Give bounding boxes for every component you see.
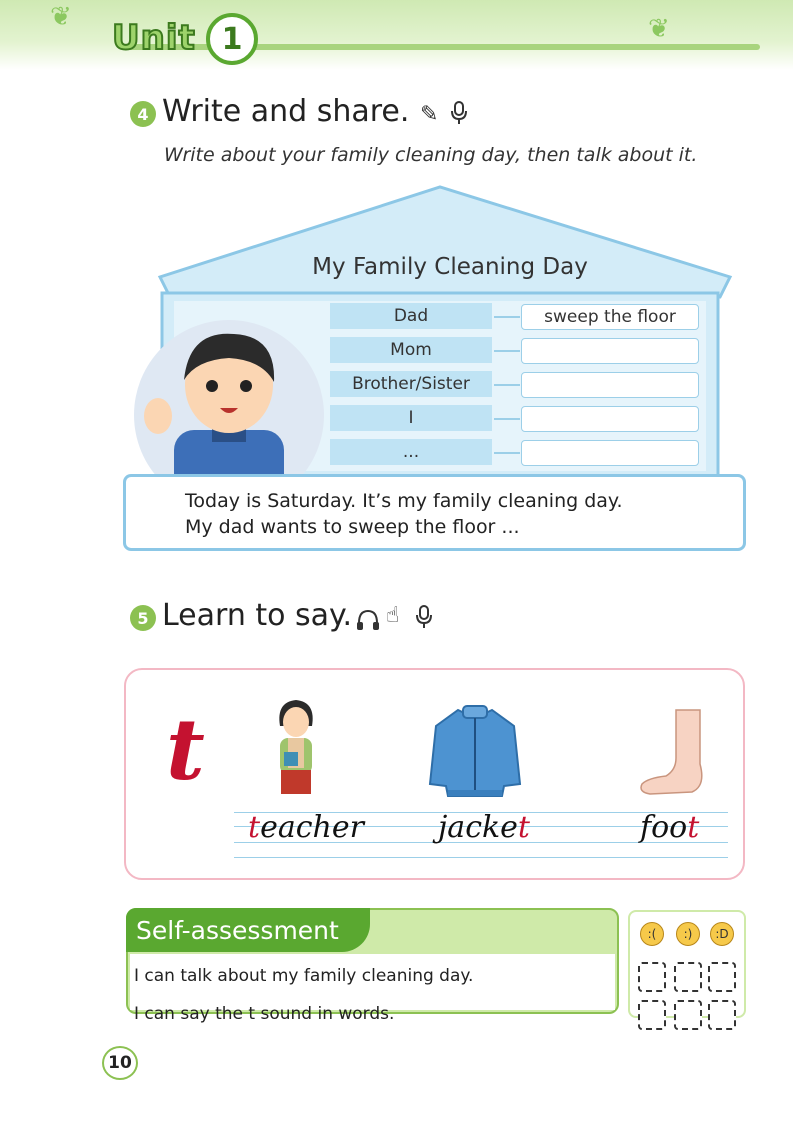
unit-number: 1 bbox=[206, 13, 258, 65]
family-member-label: Dad bbox=[330, 303, 492, 329]
headphones-icon bbox=[355, 607, 381, 637]
pencil-icon: ✎ bbox=[420, 102, 439, 127]
rating-checkbox[interactable] bbox=[708, 1000, 736, 1030]
paragraph-line: My dad wants to sweep the floor ... bbox=[185, 516, 520, 538]
chore-field[interactable] bbox=[521, 440, 699, 466]
microphone-icon bbox=[414, 604, 434, 634]
chain-link bbox=[494, 350, 520, 352]
rating-checkbox[interactable] bbox=[638, 1000, 666, 1030]
phonics-word-teacher: teacher bbox=[248, 810, 364, 845]
chain-link bbox=[494, 452, 520, 454]
chain-link bbox=[494, 418, 520, 420]
grinning-face-icon: :D bbox=[710, 922, 734, 946]
house-title: My Family Cleaning Day bbox=[312, 254, 588, 280]
self-assessment-item: I can talk about my family cleaning day. bbox=[134, 966, 474, 986]
chore-field[interactable]: sweep the floor bbox=[521, 304, 699, 330]
butterfly-icon: ❦ bbox=[648, 14, 670, 44]
worried-face-icon: :( bbox=[640, 922, 664, 946]
family-member-label: Mom bbox=[330, 337, 492, 363]
chain-link bbox=[494, 316, 520, 318]
chain-link bbox=[494, 384, 520, 386]
section-title: Learn to say. bbox=[162, 598, 353, 633]
teacher-icon bbox=[268, 696, 324, 804]
writing-box[interactable] bbox=[123, 474, 746, 551]
rating-checkbox[interactable] bbox=[638, 962, 666, 992]
unit-label: Unit bbox=[112, 18, 196, 58]
writing-rule bbox=[234, 857, 728, 858]
phonics-word-foot: foot bbox=[640, 810, 700, 845]
chore-field[interactable] bbox=[521, 338, 699, 364]
page-number: 10 bbox=[102, 1046, 138, 1080]
phonics-word-jacket: jacket bbox=[438, 810, 530, 845]
smiling-face-icon: :) bbox=[676, 922, 700, 946]
section-number: 4 bbox=[130, 101, 156, 127]
family-member-label: Brother/Sister bbox=[330, 371, 492, 397]
butterfly-icon: ❦ bbox=[50, 2, 72, 32]
self-assessment-title: Self-assessment bbox=[126, 908, 370, 952]
jacket-icon bbox=[428, 704, 522, 804]
target-letter: t bbox=[166, 700, 205, 799]
microphone-icon bbox=[449, 100, 469, 130]
paragraph-line: Today is Saturday. It’s my family cleaning day. bbox=[185, 490, 623, 512]
section-title: Write and share. bbox=[162, 94, 410, 129]
pointing-hand-icon: ☝ bbox=[386, 603, 400, 628]
rating-checkbox[interactable] bbox=[674, 1000, 702, 1030]
rating-checkbox[interactable] bbox=[708, 962, 736, 992]
foot-icon bbox=[636, 708, 712, 802]
family-member-label: ... bbox=[330, 439, 492, 465]
section-number: 5 bbox=[130, 605, 156, 631]
rating-checkbox[interactable] bbox=[674, 962, 702, 992]
instruction-text: Write about your family cleaning day, then talk about it. bbox=[164, 144, 698, 166]
chore-field[interactable] bbox=[521, 406, 699, 432]
family-member-label: I bbox=[330, 405, 492, 431]
chore-field[interactable] bbox=[521, 372, 699, 398]
self-assessment-item: I can say the t sound in words. bbox=[134, 1004, 395, 1024]
